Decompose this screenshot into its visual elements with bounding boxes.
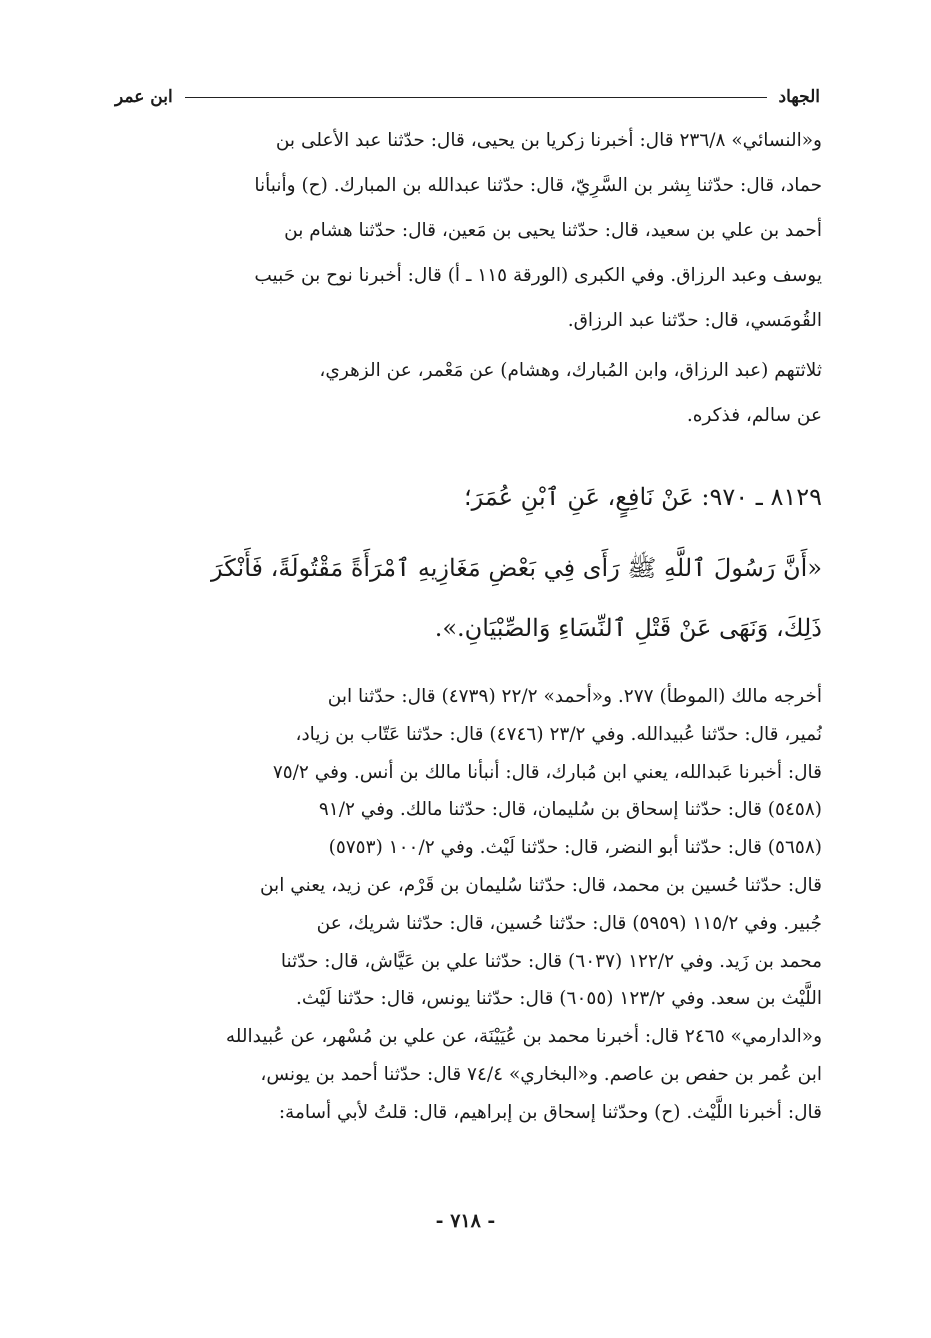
- text-line: محمد بن زَيد. وفي ١٢٢/٢ (٦٠٣٧) قال: حدّثنا علي بن عَيَّاش، قال: حدّثنا: [280, 950, 822, 972]
- text-line: (٥٦٥٨) قال: حدّثنا أبو النضر، قال: حدّثنا لَيْث. وفي ١٠٠/٢ (٥٧٥٣): [328, 837, 822, 859]
- text-line: نُمير، قال: حدّثنا عُبيدالله. وفي ٢٣/٢ (٤٧٤٦) قال: حدّثنا عَتّاب بن زياد،: [295, 723, 822, 745]
- text-line: و«النسائي» ٢٣٦/٨ قال: أخبرنا زكريا بن يحيى، قال: حدّثنا عبد الأعلى بن: [275, 130, 822, 151]
- chapter-title: الجهاد: [778, 87, 820, 107]
- hadith-line: «أَنَّ رَسُولَ ٱللَّهِ ﷺ رَأَى فِي بَعْضِ مَغَازِيهِ ٱمْرَأَةً مَقْتُولَةً، فَأَنْكَرَ: [211, 554, 822, 582]
- source-paragraph: [112, 118, 822, 343]
- text-line: أخرجه مالك (الموطأ) ٢٧٧. و«أحمد» ٢٢/٢ (٤٧٣٩) قال: حدّثنا ابن: [327, 686, 822, 707]
- text-line: ثلاثتهم (عبد الرزاق، وابن المُبارك، وهشام) عن مَعْمر، عن الزهري،: [319, 360, 822, 381]
- text-line: عن سالم، فذكره.: [686, 405, 822, 426]
- narrator-title: ابن عمر: [115, 87, 173, 107]
- header-rule: [185, 97, 767, 98]
- takhrij-paragraph: [112, 678, 822, 1132]
- text-line: أحمد بن علي بن سعيد، قال: حدّثنا يحيى بن مَعين، قال: حدّثنا هشام بن: [284, 220, 822, 241]
- hadith-line: ذَلِكَ، وَنَهَى عَنْ قَتْلِ ٱلنِّسَاءِ وَالصِّبْيَانِ.».: [434, 614, 822, 642]
- text-line: و«الدارمي» ٢٤٦٥ قال: أخبرنا محمد بن عُيَيْنَة، عن علي بن مُسْهر، عن عُبيدالله: [225, 1026, 822, 1048]
- text-line: ابن عُمر بن حفص بن عاصم. و«البخاري» ٧٤/٤ قال: حدّثنا أحمد بن يونس،: [260, 1063, 822, 1085]
- text-line: قال: حدّثنا حُسين بن محمد، قال: حدّثنا سُليمان بن قَرْم، عن زيد، يعني ابن: [259, 874, 822, 896]
- text-line: قال: أخبرنا اللَّيْث. (ح) وحدّثنا إسحاق بن إبراهيم، قال: قلتُ لأبي أسامة:: [278, 1101, 822, 1123]
- text-line: جُبير. وفي ١١٥/٢ (٥٩٥٩) قال: حدّثنا حُسين، قال: حدّثنا شريك، عن: [316, 912, 822, 934]
- text-line: (٥٤٥٨) قال: حدّثنا إسحاق بن سُليمان، قال: حدّثنا مالك. وفي ٩١/٢: [318, 799, 822, 821]
- narrators-paragraph: [112, 348, 822, 438]
- hadith-heading: ٨١٢٩ ـ ٩٧٠: عَنْ نَافِعٍ، عَنِ ٱبْنِ عُمَرَ؛: [463, 483, 822, 511]
- hadith-text: [112, 538, 822, 658]
- text-line: القُومَسي، قال: حدّثنا عبد الرزاق.: [567, 310, 822, 331]
- text-line: يوسف وعبد الرزاق. وفي الكبرى (الورقة ١١٥ ـ أ) قال: أخبرنا نوح بن حَبيب: [254, 265, 822, 286]
- text-line: اللَّيْث بن سعد. وفي ١٢٣/٢ (٦٠٥٥) قال: حدّثنا يونس، قال: حدّثنا لَيْث.: [296, 988, 822, 1010]
- text-line: قال: أخبرنا عَبدالله، يعني ابن مُبارك، قال: أنبأنا مالك بن أنس. وفي ٧٥/٢: [272, 761, 822, 783]
- running-header: [115, 82, 820, 112]
- text-line: حماد، قال: حدّثنا بِشر بن السَّرِيّ، قال: حدّثنا عبدالله بن المبارك. (ح) وأنبأنا: [254, 175, 822, 196]
- page-number: - ٧١٨ -: [435, 1210, 496, 1232]
